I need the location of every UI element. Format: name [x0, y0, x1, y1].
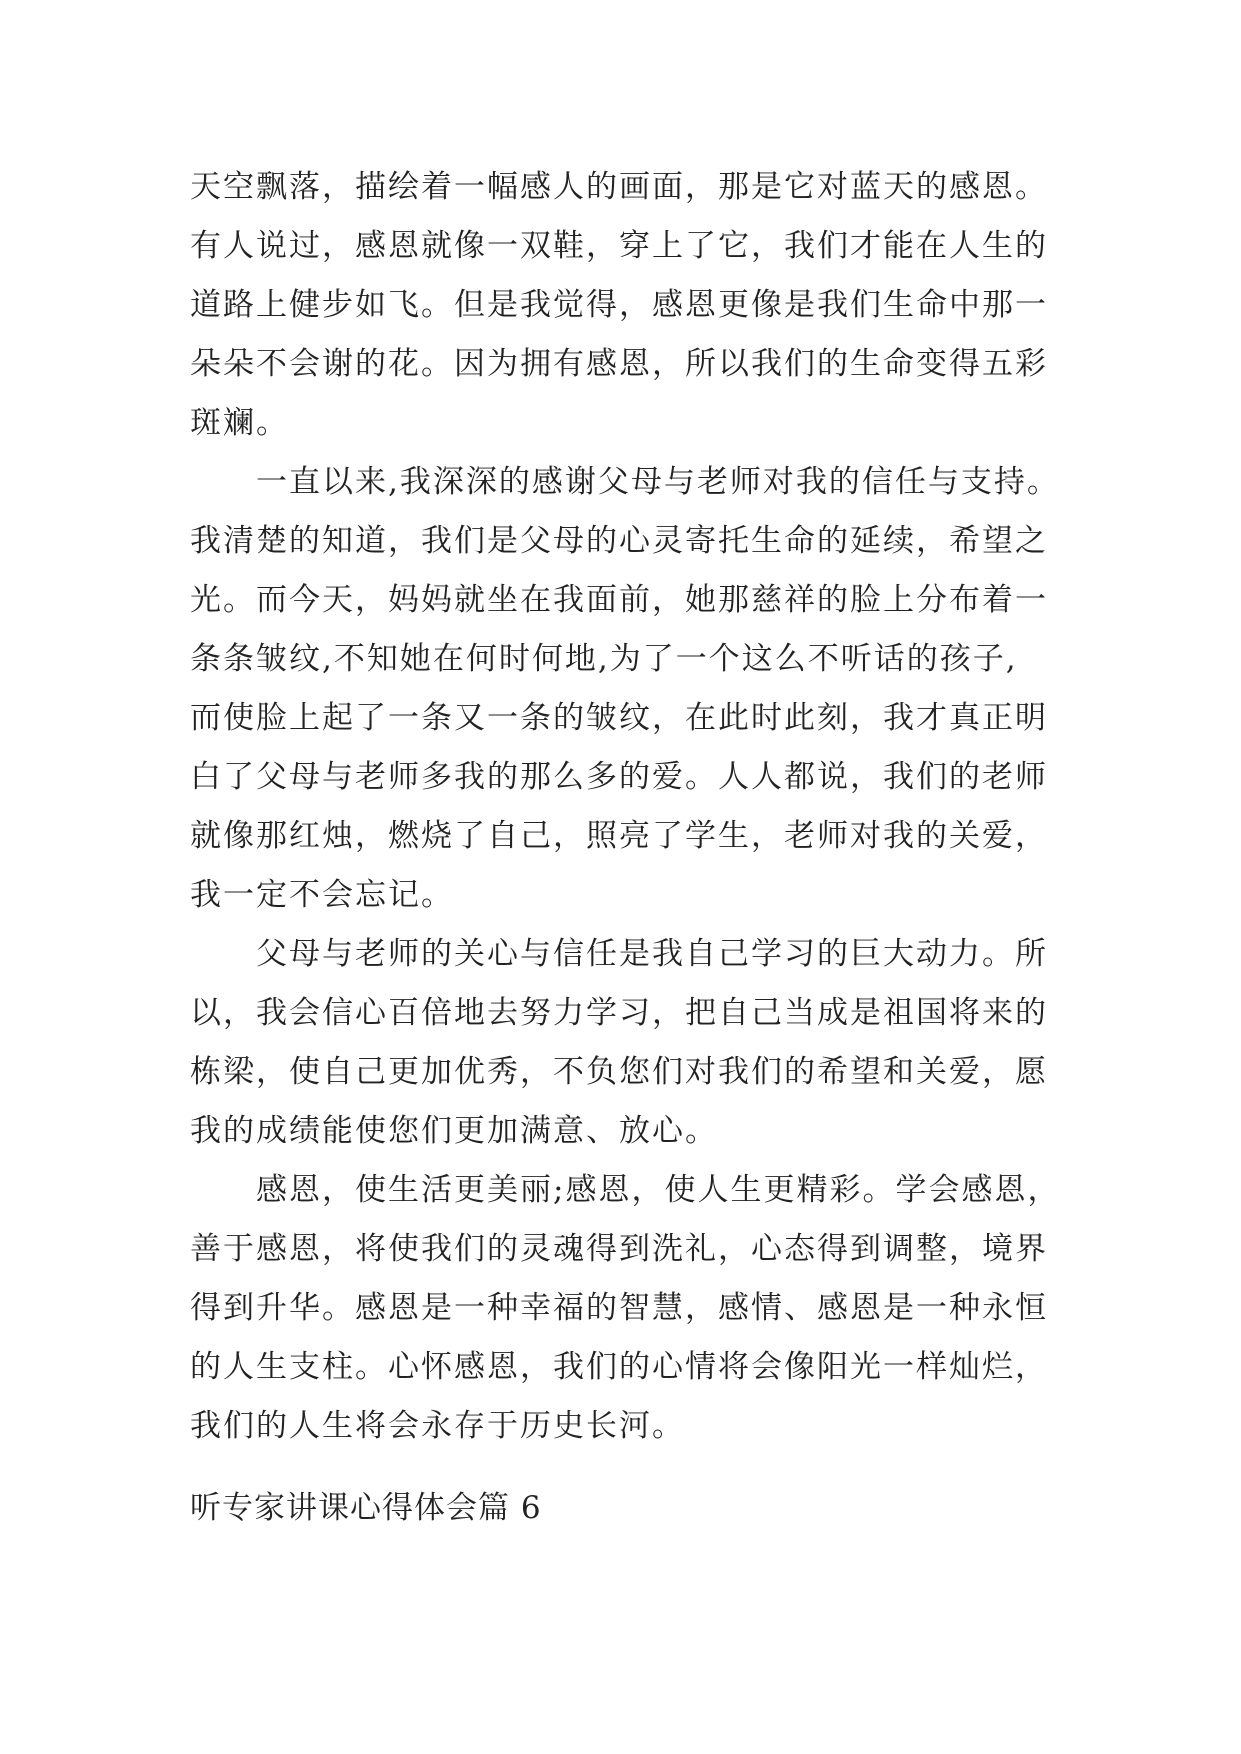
body-line: 条条皱纹,不知她在何时何地,为了一个这么不听话的孩子,	[190, 641, 1018, 677]
body-line: 光。而今天，妈妈就坐在我面前，她那慈祥的脸上分布着一	[190, 582, 1048, 618]
body-line: 以，我会信心百倍地去努力学习，把自己当成是祖国将来的	[190, 995, 1048, 1031]
body-line: 善于感恩，将使我们的灵魂得到洗礼，心态得到调整，境界	[190, 1231, 1048, 1267]
body-line: 有人说过，感恩就像一双鞋，穿上了它，我们才能在人生的	[190, 228, 1048, 264]
body-line: 我一定不会忘记。	[190, 877, 454, 913]
body-line: 我的成绩能使您们更加满意、放心。	[190, 1113, 718, 1149]
body-line: 我们的人生将会永存于历史长河。	[190, 1408, 685, 1444]
paragraph-first-line: 父母与老师的关心与信任是我自己学习的巨大动力。所	[256, 936, 1048, 972]
body-line: 天空飘落，描绘着一幅感人的画面，那是它对蓝天的感恩。	[190, 169, 1048, 205]
section-title: 听专家讲课心得体会篇 6	[190, 1490, 542, 1526]
body-line: 栋梁，使自己更加优秀，不负您们对我们的希望和关爱，愿	[190, 1054, 1048, 1090]
body-line: 斑斓。	[190, 405, 289, 441]
paragraph-first-line: 一直以来,我深深的感谢父母与老师对我的信任与支持。	[256, 464, 1060, 500]
body-line: 朵朵不会谢的花。因为拥有感恩，所以我们的生命变得五彩	[190, 346, 1048, 382]
body-line: 道路上健步如飞。但是我觉得，感恩更像是我们生命中那一	[190, 287, 1048, 323]
document-body	[190, 158, 1061, 1456]
body-line: 白了父母与老师多我的那么多的爱。人人都说，我们的老师	[190, 759, 1048, 795]
body-line: 得到升华。感恩是一种幸福的智慧，感情、感恩是一种永恒	[190, 1290, 1048, 1326]
paragraph-first-line: 感恩，使生活更美丽;感恩，使人生更精彩。学会感恩，	[256, 1172, 1061, 1208]
body-line: 我清楚的知道，我们是父母的心灵寄托生命的延续，希望之	[190, 523, 1048, 559]
body-line: 就像那红烛，燃烧了自己，照亮了学生，老师对我的关爱，	[190, 818, 1048, 854]
body-line: 而使脸上起了一条又一条的皱纹，在此时此刻，我才真正明	[190, 700, 1048, 736]
body-line: 的人生支柱。心怀感恩，我们的心情将会像阳光一样灿烂，	[190, 1349, 1048, 1385]
